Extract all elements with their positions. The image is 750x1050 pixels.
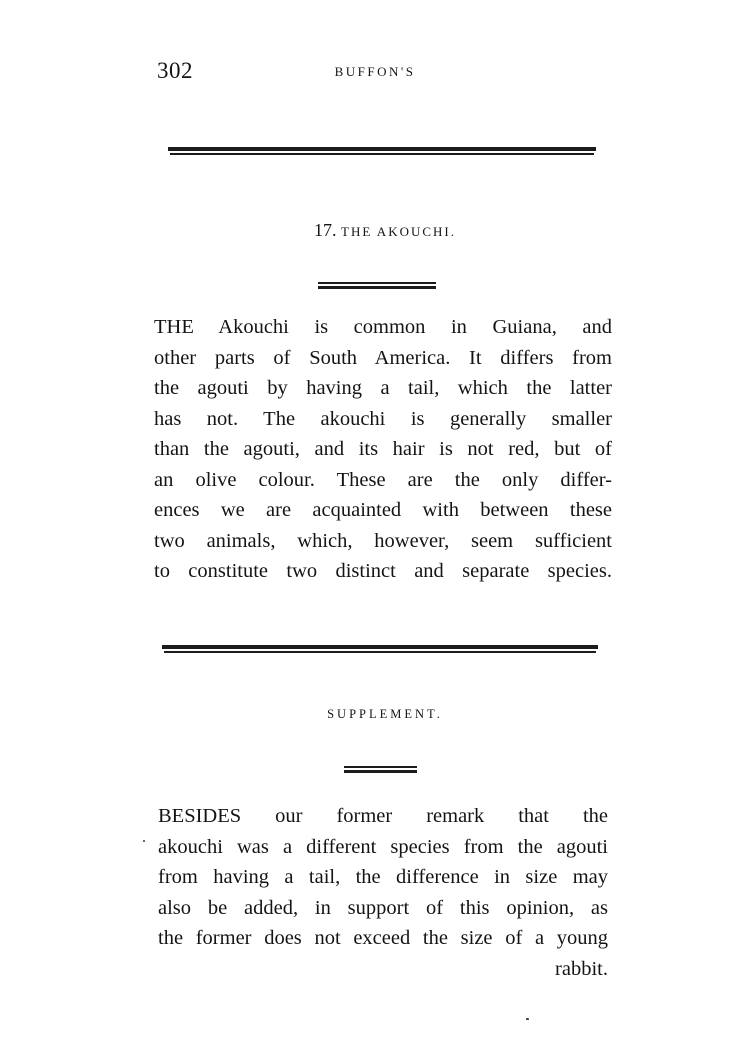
text-line: the agouti by having a tail, which the latter bbox=[154, 377, 612, 399]
section-divider-thin bbox=[164, 651, 596, 653]
text-line: other parts of South America. It differs from bbox=[154, 346, 612, 369]
akouchi-paragraph bbox=[154, 312, 612, 587]
text-line: than the agouti, and its hair is not red, but of bbox=[154, 438, 612, 460]
header-double-rule-thin bbox=[170, 153, 594, 155]
text-line: the former does not exceed the size of a young bbox=[158, 927, 608, 949]
text-line: has not. The akouchi is generally smaller bbox=[154, 407, 612, 430]
title-rule-thick bbox=[318, 286, 436, 289]
running-head: BUFFON'S bbox=[334, 64, 416, 79]
supplement-paragraph bbox=[158, 801, 608, 984]
header-double-rule-thick bbox=[168, 147, 596, 151]
section-divider-thick bbox=[162, 645, 598, 649]
page-number: 302 bbox=[157, 58, 193, 83]
text-line: an olive colour. These are the only differ- bbox=[154, 468, 612, 491]
section-number: 17. bbox=[314, 220, 337, 240]
ink-speck bbox=[143, 840, 145, 842]
supplement-rule-thick bbox=[344, 770, 417, 773]
text-line: to constitute two distinct and separate species. bbox=[154, 560, 612, 582]
text-line: from having a tail, the difference in size may bbox=[158, 866, 608, 888]
ink-speck bbox=[526, 1018, 529, 1020]
text-line: akouchi was a different species from the agouti bbox=[158, 835, 608, 858]
text-line: two animals, which, however, seem sufficient bbox=[154, 529, 612, 552]
text-line: also be added, in support of this opinion, as bbox=[158, 896, 608, 919]
section-heading bbox=[200, 220, 570, 241]
supplement-heading: SUPPLEMENT. bbox=[327, 707, 443, 721]
supplement-rule-thin bbox=[344, 766, 417, 768]
text-line: rabbit. bbox=[555, 957, 608, 980]
text-line: THE Akouchi is common in Guiana, and bbox=[154, 316, 612, 338]
text-line: BESIDES our former remark that the bbox=[158, 805, 608, 827]
section-title: THE AKOUCHI. bbox=[341, 224, 456, 239]
text-line: ences we are acquainted with between these bbox=[154, 499, 612, 521]
title-rule-thin bbox=[318, 282, 436, 284]
